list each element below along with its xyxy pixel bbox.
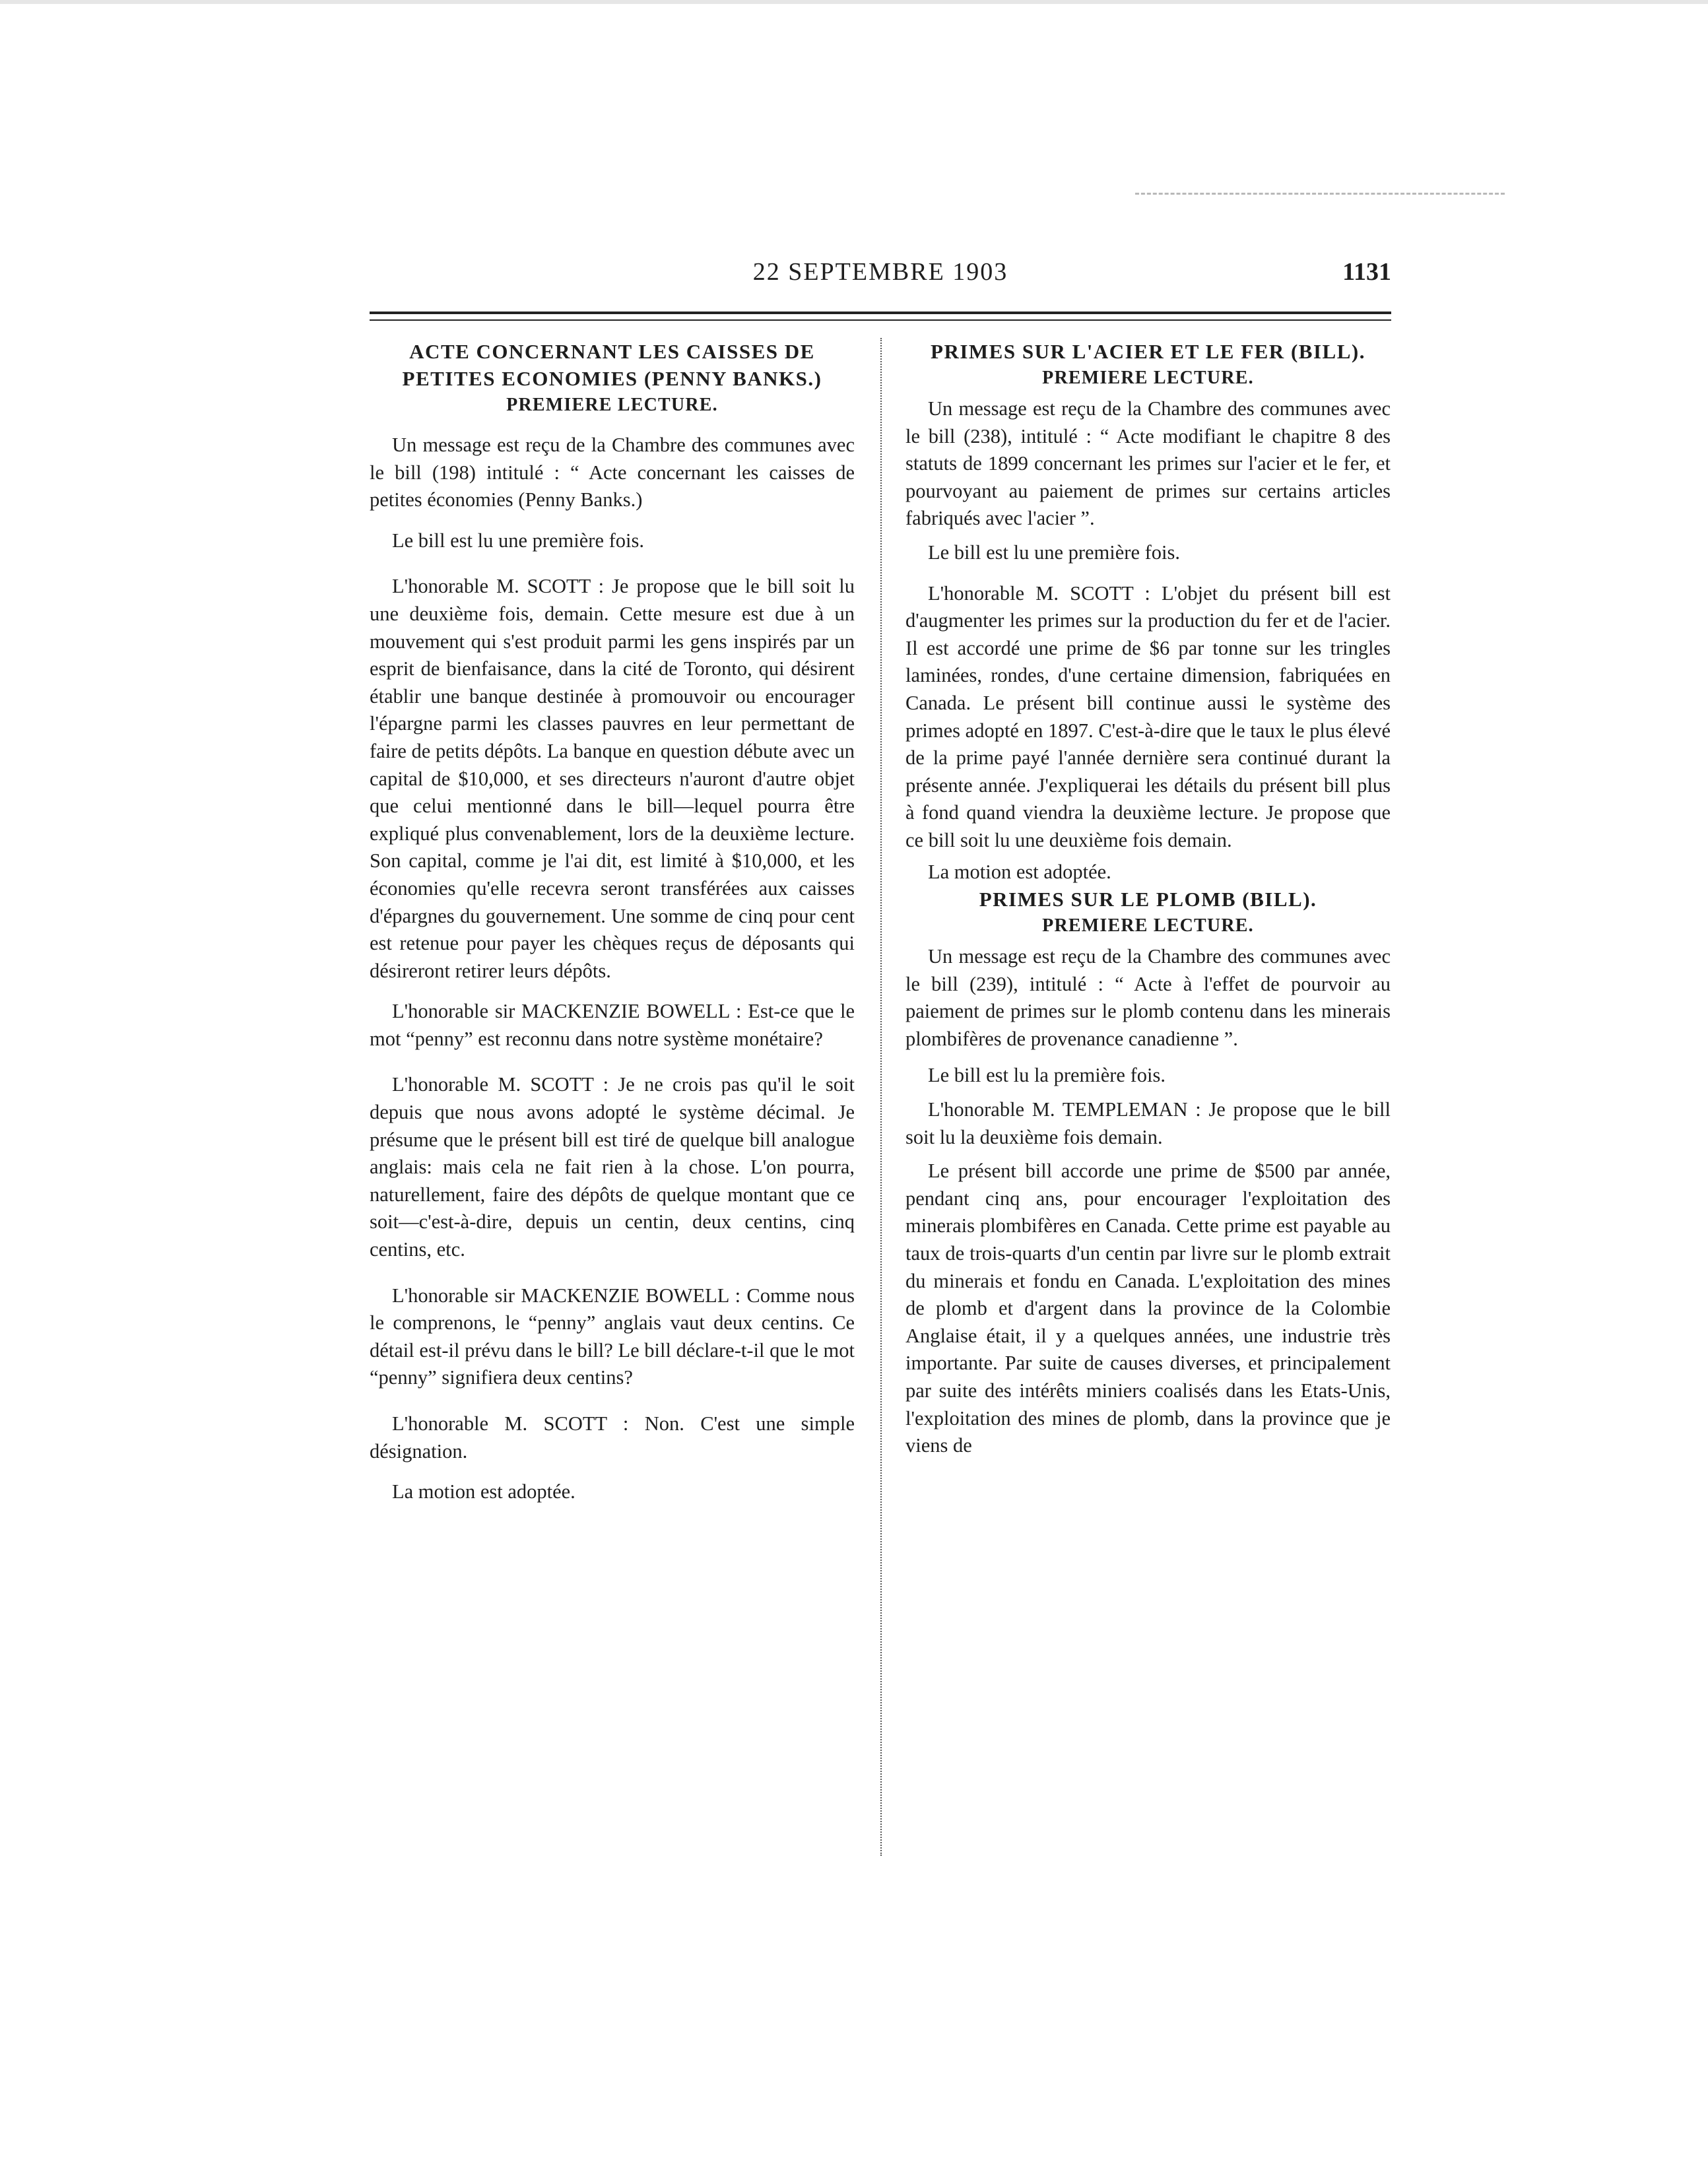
paragraph: La motion est adoptée.: [392, 1480, 575, 1503]
paragraph: La motion est adoptée.: [928, 860, 1111, 883]
paragraph: Un message est reçu de la Chambre des communes avec le bill (239), intitulé : “ Acte à l'effet de pourvoir au paiement de primes sur le plomb contenu dans les minerais plombifères de provenance canadienne ”.: [905, 945, 1391, 1050]
header-rule-thick: [370, 312, 1391, 314]
column-divider: [880, 338, 882, 1856]
paragraph: Le bill est lu la première fois.: [928, 1064, 1166, 1087]
document-page: [370, 257, 1391, 1503]
paragraph: Un message est reçu de la Chambre des communes avec le bill (238), intitulé : “ Acte modifiant le chapitre 8 des statuts de 1899 concernant les primes sur l'acier et le fer, et pourvoyant au paiement de primes sur certains articles fabriqués avec l'acier ”.: [905, 397, 1391, 530]
scan-artifact-line: [1135, 193, 1505, 195]
scan-edge: [0, 0, 1708, 4]
paragraph: L'honorable M. SCOTT : Non. C'est une simple désignation.: [370, 1412, 855, 1463]
paragraph: Le présent bill accorde une prime de $500 par année, pendant cinq ans, pour encourager l'exploitation des minerais plombifères en Canada. Cette prime est payable au taux de trois-quarts d'un centin par livre sur le plomb extrait du minerais et fondu en Canada. L'exploitation des mines de plomb et d'argent dans la province de la Colombie Anglaise était, il y a quelques années, une industrie très importante. Par suite de causes diverses, et principalement par suite des intérêts miniers coalisés dans les Etats-Unis, l'exploitation des mines de plomb, dans la province que je viens de: [905, 1160, 1391, 1457]
paragraph: L'honorable sir MACKENZIE BOWELL : Est-ce que le mot “penny” est reconnu dans notre système monétaire?: [370, 1000, 855, 1050]
subheading-first-reading: PREMIERE LECTURE.: [1042, 368, 1254, 388]
right-column: [905, 338, 1391, 1460]
subheading-first-reading: PREMIERE LECTURE.: [506, 395, 718, 415]
paragraph: Le bill est lu une première fois.: [928, 541, 1180, 564]
paragraph: Un message est reçu de la Chambre des communes avec le bill (198) intitulé : “ Acte concernant les caisses de petites économies (Penny Banks.): [370, 434, 855, 511]
paragraph: L'honorable M. SCOTT : L'objet du présent bill est d'augmenter les primes sur la production du fer et de l'acier. Il est accordé une prime de $6 par tonne sur les tringles laminées, rondes, d'une certaine dimension, fabriquées en Canada. Le présent bill continue aussi le système des primes adopté en 1897. C'est-à-dire que le taux le plus élevé de la prime payé l'année dernière sera continué durant la présente année. J'expliquerai les détails du présent bill plus à fond quand viendra la deuxième lecture. Je propose que ce bill soit lu une deuxième fois demain.: [905, 581, 1391, 851]
left-column: [370, 338, 855, 1506]
subheading-first-reading: PREMIERE LECTURE.: [1042, 915, 1254, 937]
header-date: 22 SEPTEMBRE 1903: [752, 258, 1008, 286]
page-number: 1131: [1342, 258, 1391, 286]
section-title-steel-iron: PRIMES SUR L'ACIER ET LE FER (BILL).: [931, 340, 1365, 363]
header-rule-thin: [370, 319, 1391, 321]
paragraph: Le bill est lu une première fois.: [392, 529, 644, 552]
section-title-lead: PRIMES SUR LE PLOMB (BILL).: [979, 888, 1317, 911]
running-head: [370, 257, 1391, 304]
paragraph: L'honorable sir MACKENZIE BOWELL : Comme nous le comprenons, le “penny” anglais vaut deux centins. Ce détail est-il prévu dans le bill? Le bill déclare-t-il que le mot “penny” signifiera deux centins?: [370, 1284, 855, 1389]
paragraph: L'honorable M. TEMPLEMAN : Je propose que le bill soit lu la deuxième fois demain.: [905, 1098, 1391, 1148]
paragraph: L'honorable M. SCOTT : Je propose que le bill soit lu une deuxième fois, demain. Cette mesure est due à un mouvement qui s'est produit parmi les gens inspirés par un esprit de bienfaisance, dans la cité de Toronto, qui désirent établir une banque destinée à promouvoir ou encourager l'épargne parmi les classes pauvres en leur permettant de faire de petits dépôts. La banque en question débute avec un capital de $10,000, et ses directeurs n'auront d'autre objet que celui mentionné dans le bill—lequel pourra être expliqué plus convenablement, lors de la deuxième lecture. Son capital, comme je l'ai dit, est limité à $10,000, et les économies qu'elle recevra seront transférées aux caisses d'épargnes du gouvernement. Une somme de cinq pour cent est retenue pour payer les chèques reçus de déposants qui désireront retirer leurs dépôts.: [370, 575, 855, 982]
section-title-penny-banks: ACTE CONCERNANT LES CAISSES DE PETITES ECONOMIES (PENNY BANKS.): [402, 340, 822, 390]
paragraph: L'honorable M. SCOTT : Je ne crois pas qu'il le soit depuis que nous avons adopté le système décimal. Je présume que le présent bill est tiré de quelque bill analogue anglais: mais cela ne fait rien à la chose. L'on pourra, naturellement, faire des dépôts de quelque montant que ce soit—c'est-à-dire, depuis un centin, deux centins, cinq centins, etc.: [370, 1073, 855, 1261]
